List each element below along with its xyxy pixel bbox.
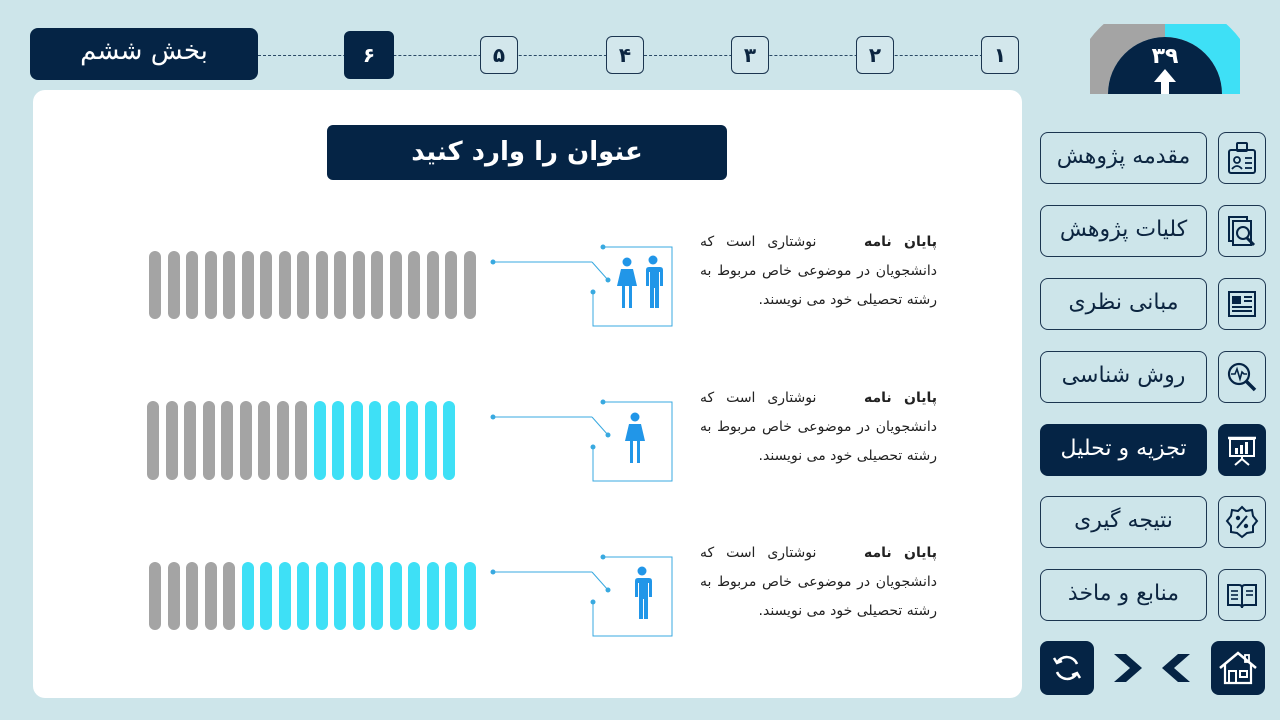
step-4[interactable]: ۴ — [606, 36, 644, 74]
progress-segment-filled — [332, 401, 344, 480]
progress-segment-filled — [260, 562, 272, 630]
document-search-icon[interactable] — [1218, 205, 1266, 257]
sidebar-item-theory[interactable]: مبانی نظری — [1040, 278, 1207, 330]
progress-segment-empty — [408, 251, 420, 319]
sidebar-item-conclusion[interactable]: نتیجه گیری — [1040, 496, 1207, 548]
progress-segment-empty — [147, 401, 159, 480]
refresh-button[interactable] — [1040, 641, 1094, 695]
man-icon — [635, 567, 652, 620]
paragraph-row-3 — [700, 539, 937, 626]
progress-segment-filled — [408, 562, 420, 630]
progress-segment-filled — [297, 562, 309, 630]
next-arrow-icon[interactable] — [1112, 652, 1144, 684]
progress-segment-empty — [242, 251, 254, 319]
progress-segment-empty — [186, 251, 198, 319]
id-card-icon[interactable] — [1218, 132, 1266, 184]
progress-segment-empty — [390, 251, 402, 319]
progress-segment-filled — [445, 562, 457, 630]
paragraph-row-2 — [700, 384, 937, 471]
step-3[interactable]: ۳ — [731, 36, 769, 74]
progress-segment-empty — [205, 251, 217, 319]
progress-segment-empty — [334, 251, 346, 319]
book-icon[interactable] — [1218, 569, 1266, 621]
woman-icon — [617, 258, 637, 309]
sidebar-item-generalities[interactable]: کلیات پژوهش — [1040, 205, 1207, 257]
paragraph-text-row-3: نوشتاری است که دانشجویان در موضوعی خاص مربوط به رشته تحصیلی خود می نویسند. — [700, 545, 937, 619]
progress-segment-empty — [353, 251, 365, 319]
paragraph-bold-row-3: پایان نامه — [864, 545, 937, 561]
progress-segment-empty — [223, 251, 235, 319]
progress-segment-empty — [221, 401, 233, 480]
percent-badge-icon[interactable] — [1218, 496, 1266, 548]
progress-segment-empty — [279, 251, 291, 319]
progress-bars-row-1 — [149, 251, 476, 319]
progress-segment-filled — [316, 562, 328, 630]
home-button[interactable] — [1211, 641, 1265, 695]
progress-segment-empty — [316, 251, 328, 319]
progress-segment-empty — [149, 251, 161, 319]
progress-segment-empty — [186, 562, 198, 630]
progress-segment-filled — [353, 562, 365, 630]
paragraph-bold-row-2: پایان نامه — [864, 390, 937, 406]
progress-segment-empty — [203, 401, 215, 480]
prev-arrow-icon[interactable] — [1160, 652, 1192, 684]
sidebar-item-references[interactable]: منابع و ماخذ — [1040, 569, 1207, 621]
progress-segment-filled — [351, 401, 363, 480]
progress-segment-filled — [369, 401, 381, 480]
progress-segment-filled — [334, 562, 346, 630]
connector-row-1 — [488, 240, 678, 335]
progress-segment-empty — [297, 251, 309, 319]
progress-segment-filled — [406, 401, 418, 480]
progress-segment-filled — [279, 562, 291, 630]
step-1[interactable]: ۱ — [981, 36, 1019, 74]
sidebar-item-introduction[interactable]: مقدمه پژوهش — [1040, 132, 1207, 184]
content-title[interactable]: عنوان را وارد کنید — [327, 125, 727, 180]
progress-segment-empty — [240, 401, 252, 480]
refresh-icon — [1050, 651, 1084, 685]
progress-segment-empty — [166, 401, 178, 480]
paragraph-text-row-2: نوشتاری است که دانشجویان در موضوعی خاص مربوط به رشته تحصیلی خود می نویسند. — [700, 390, 937, 464]
progress-segment-filled — [390, 562, 402, 630]
progress-segment-empty — [223, 562, 235, 630]
progress-segment-empty — [427, 251, 439, 319]
progress-segment-empty — [295, 401, 307, 480]
paragraph-bold-row-1: پایان نامه — [864, 234, 937, 250]
step-5[interactable]: ۵ — [480, 36, 518, 74]
progress-segment-empty — [184, 401, 196, 480]
progress-segment-empty — [168, 251, 180, 319]
progress-bars-row-3 — [149, 562, 476, 630]
progress-segment-empty — [149, 562, 161, 630]
progress-segment-filled — [242, 562, 254, 630]
newspaper-icon[interactable] — [1218, 278, 1266, 330]
paragraph-row-1 — [700, 228, 937, 315]
connector-row-3 — [488, 550, 678, 645]
progress-segment-empty — [260, 251, 272, 319]
gauge-value: ۳۹ — [1151, 44, 1179, 69]
progress-segment-empty — [464, 251, 476, 319]
magnifier-pulse-icon[interactable] — [1218, 351, 1266, 403]
progress-segment-filled — [443, 401, 455, 480]
progress-segment-empty — [371, 251, 383, 319]
progress-segment-filled — [425, 401, 437, 480]
home-icon — [1218, 649, 1258, 687]
paragraph-text-row-1: نوشتاری است که دانشجویان در موضوعی خاص مربوط به رشته تحصیلی خود می نویسند. — [700, 234, 937, 308]
progress-segment-filled — [388, 401, 400, 480]
sidebar-item-analysis[interactable]: تجزیه و تحلیل — [1040, 424, 1207, 476]
presentation-chart-icon[interactable] — [1218, 424, 1266, 476]
progress-segment-filled — [371, 562, 383, 630]
progress-segment-filled — [427, 562, 439, 630]
connector-row-2 — [488, 395, 678, 490]
progress-segment-empty — [205, 562, 217, 630]
progress-segment-empty — [445, 251, 457, 319]
section-title: بخش ششم — [30, 28, 258, 80]
progress-bars-row-2 — [147, 401, 455, 480]
progress-segment-filled — [464, 562, 476, 630]
progress-segment-empty — [277, 401, 289, 480]
man-icon — [646, 256, 663, 309]
sidebar-item-methodology[interactable]: روش شناسی — [1040, 351, 1207, 403]
progress-segment-empty — [168, 562, 180, 630]
progress-segment-empty — [258, 401, 270, 480]
step-2[interactable]: ۲ — [856, 36, 894, 74]
progress-segment-filled — [314, 401, 326, 480]
woman-icon — [625, 413, 645, 464]
step-6[interactable]: ۶ — [344, 31, 394, 79]
